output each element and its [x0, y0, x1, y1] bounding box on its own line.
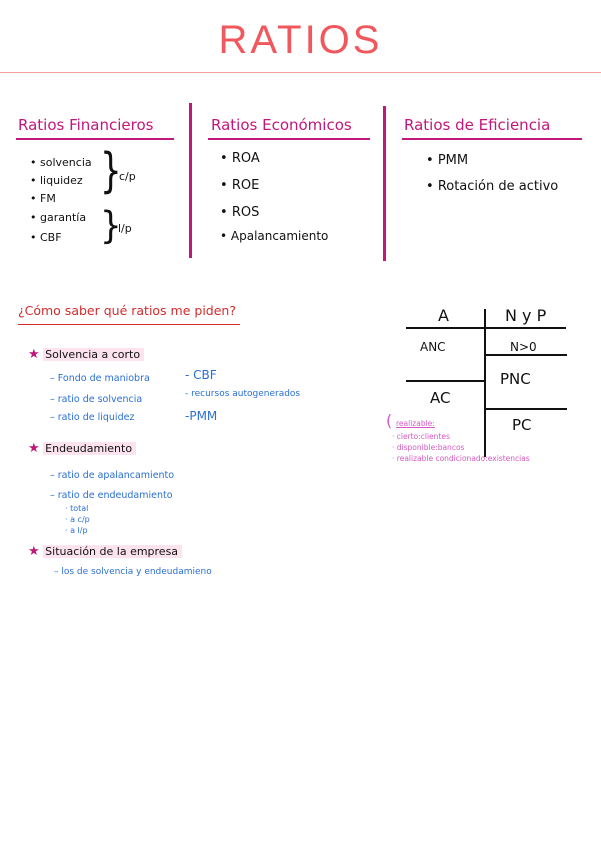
col-heading-eficiencia: Ratios de Eficiencia	[404, 116, 551, 134]
section-heading: ★ Situación de la empresa	[28, 544, 182, 559]
note-item: · cierto:clientes	[392, 432, 450, 441]
brace-icon: }	[100, 143, 122, 199]
col-heading-financieros: Ratios Financieros	[18, 116, 154, 134]
list-item: – los de solvencia y endeudamieno	[54, 567, 212, 577]
col-heading-economicos: Ratios Económicos	[211, 116, 352, 134]
note-item: realizable:	[396, 419, 435, 428]
bracket-icon: (	[386, 411, 393, 430]
balance-col-a: A	[438, 306, 449, 325]
list-item: – ratio de liquidez	[50, 412, 135, 423]
note-item: · disponible:bancos	[392, 443, 465, 452]
list-item: • ROA	[220, 151, 260, 166]
brace-icon: }	[100, 204, 122, 248]
balance-n-gt-0: N>0	[510, 340, 537, 354]
balance-pnc: PNC	[500, 370, 531, 388]
list-item: • PMM	[426, 153, 469, 168]
balance-col-b: N y P	[505, 306, 547, 325]
star-icon: ★	[28, 544, 40, 559]
list-item: • garantía	[30, 211, 87, 224]
section-heading: ★ Solvencia a corto	[28, 347, 144, 362]
balance-anc: ANC	[420, 340, 446, 354]
list-item: • Apalancamiento	[220, 229, 329, 243]
list-item: • liquidez	[30, 174, 83, 187]
list-item: • ROE	[220, 178, 260, 193]
balance-pc: PC	[512, 416, 532, 434]
list-item: • CBF	[30, 231, 62, 244]
star-icon: ★	[28, 347, 40, 362]
list-item: -PMM	[185, 409, 218, 423]
brace-label: l/p	[118, 222, 132, 235]
balance-line	[484, 309, 486, 457]
section-heading: ★ Endeudamiento	[28, 441, 136, 456]
col-underline	[208, 138, 370, 140]
col-underline	[16, 138, 174, 140]
brace-label: c/p	[119, 170, 136, 183]
balance-line	[484, 354, 567, 356]
column-divider	[383, 106, 386, 261]
list-item: – ratio de endeudamiento	[50, 490, 173, 501]
question-underline	[18, 324, 240, 325]
list-item: - recursos autogenerados	[185, 389, 301, 399]
col-underline	[402, 138, 582, 140]
balance-line	[484, 408, 567, 410]
list-item: – Fondo de maniobra	[50, 373, 150, 384]
title-divider	[0, 72, 601, 73]
balance-line	[406, 380, 485, 382]
list-item: - CBF	[185, 368, 217, 382]
star-icon: ★	[28, 441, 40, 456]
balance-ac: AC	[430, 389, 451, 407]
question-heading: ¿Cómo saber qué ratios me piden?	[18, 303, 236, 318]
sub-item: · a l/p	[65, 526, 88, 535]
list-item: – ratio de solvencia	[50, 394, 143, 405]
note-item: · realizable condicionado:existencias	[392, 454, 530, 463]
sub-item: · a c/p	[65, 515, 90, 524]
list-item: • Rotación de activo	[426, 179, 559, 194]
column-divider	[189, 103, 192, 258]
list-item: • solvencia	[30, 156, 92, 169]
list-item: • ROS	[220, 205, 260, 220]
list-item: • FM	[30, 192, 56, 205]
balance-line	[406, 327, 566, 329]
page-title: RATIOS	[218, 18, 383, 62]
sub-item: · total	[65, 504, 89, 513]
list-item: – ratio de apalancamiento	[50, 470, 175, 481]
